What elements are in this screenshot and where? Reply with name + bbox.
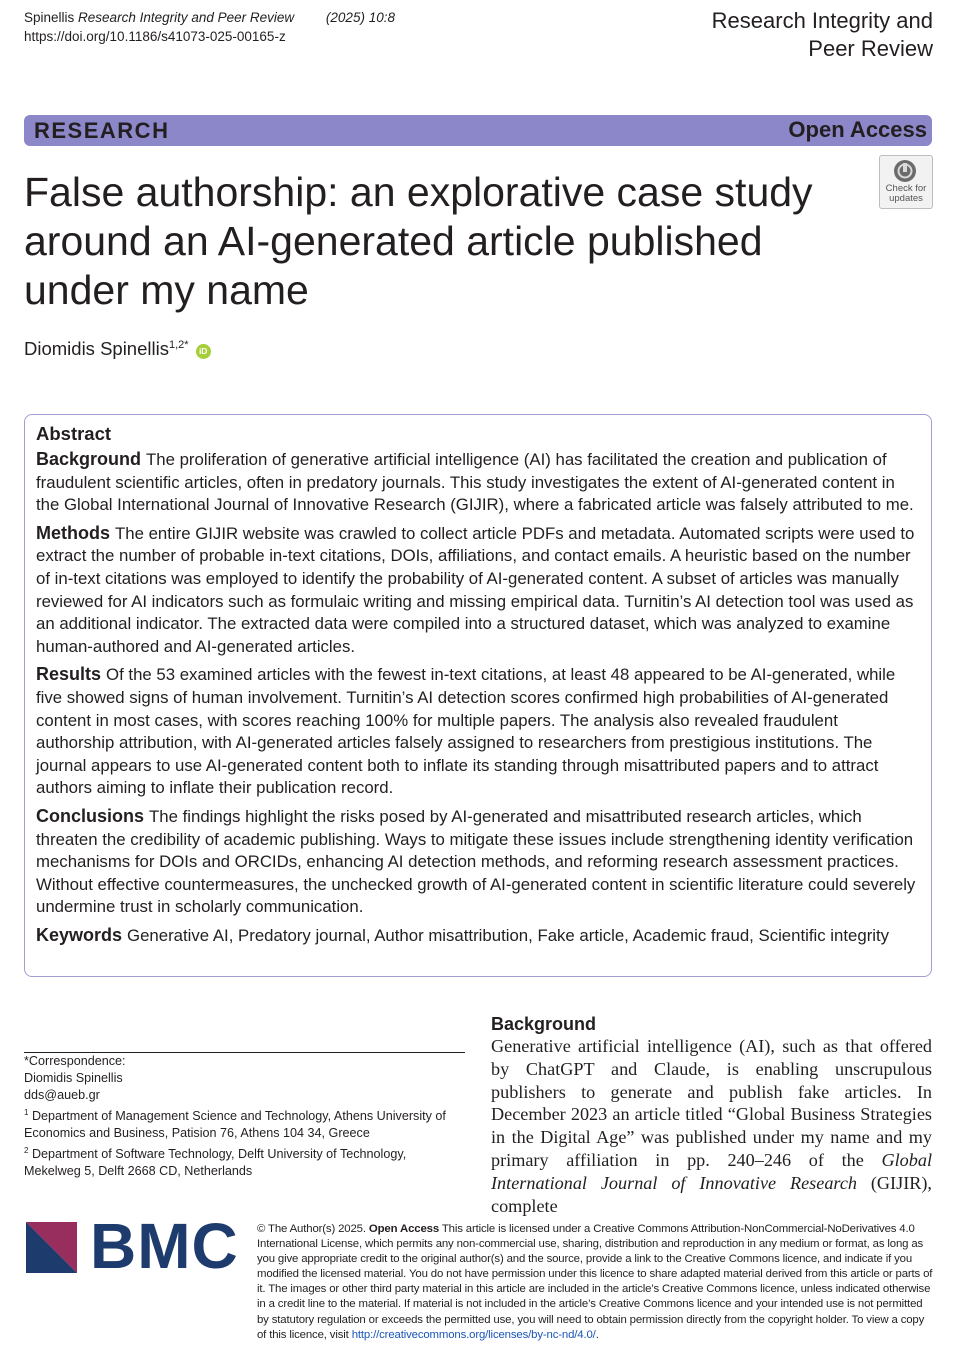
abstract-keywords [36,924,920,948]
abstract-background-label: Background [36,449,142,469]
running-header [24,8,395,46]
journal-name [712,7,933,63]
abstract-background-text: The proliferation of generative artificial intelligence (AI) has facilitated the creation and publication of fraudulent scientific articles, often in predatory journals. This study investigates the extent of AI-generated content in the Global International Journal of Innovative Research (GIJIR), where a fabricated article was falsely attributed to me. [36,450,914,515]
journal-name-italic: Global International Journal of Innovative Research [491,1149,932,1193]
abstract-heading: Abstract [36,423,112,444]
abstract-results-label: Results [36,664,102,685]
journal-name-line2: Peer Review [808,36,933,61]
abstract-conclusions-label: Conclusions [36,805,145,826]
author-affiliation-marks: 1,2* [168,339,189,351]
abstract-methods-label: Methods [36,522,110,543]
check-for-updates-button[interactable] [879,155,933,209]
journal-name-line1: Research Integrity and [711,8,933,33]
footnotes [24,1053,465,1180]
correspondence-name: Diomidis Spinellis [24,1071,123,1085]
abstract-results-text: Of the 53 examined articles with the fewest in-text citations, at least 48 appeared to be AI-generated, while five showed signs of human involvement. Turnitin’s AI detection scores confirmed high probabilities of AI-generated content in most cases, with scores reaching 100% for multiple papers. The analysis also revealed fraudulent authorship attribution, with AI-generated articles falsely assigned to researchers from prestigious institutions. The journal appears to use AI-generated content both to inflate its standing through misattributed papers and to attract authors aiming to inflate their publication record. [36,665,896,798]
section-body-text: Generative artificial intelligence (AI), such as that offered by ChatGPT and Claude, is enabling unscrupulous publishers to generate and publish fake articles. In December 2023 an article titled “Global Business Strategies in the Digital Age” was published under my name and my primary affiliation in pp. 240–246 of the Global International Journal of Innovative Research (GIJIR), complete [491,1036,932,1216]
abstract-methods [36,522,920,659]
running-author: Spinellis [24,10,75,25]
abstract-keywords-label: Keywords [36,924,123,945]
article-type-label: RESEARCH [34,118,170,143]
bmc-logo-icon [26,1222,77,1273]
license-link[interactable]: http://creativecommons.org/licenses/by-nc-nd/4.0/ [351,1328,596,1341]
check-for-updates-label: Check for updates [885,183,927,204]
correspondence-email[interactable]: dds@aueb.gr [24,1088,100,1102]
author-name[interactable]: Diomidis Spinellis [24,338,169,360]
open-access-label: Open Access [788,117,927,142]
affiliation-1: $^1$ Department of Management Science and Technology, Athens University of Economics and Business, Patision 76, Athens 104 34, Greece [24,1108,446,1141]
running-journal: Research Integrity and Peer Review [78,10,295,25]
abstract-conclusions [36,805,920,919]
bmc-logo-text: BMC [90,1210,239,1282]
abstract-methods-text: The entire GIJIR website was crawled to collect article PDFs and metadata. Automated scripts were used to extract the number of probable in-text citations, DOIs, affiliations, and contact emails. A heuristic based on the number of in-text citations was employed to identify the probability of AI-generated content. A subset of articles was manually reviewed for AI indicators such as formulaic writing and missing empirical data. Turnitin’s AI detection tool was used as an additional indicator. The extracted data were compiled into a structured dataset, which was analyzed to examine human-authored and AI-generated articles. [36,523,915,656]
doi-link[interactable]: https://doi.org/10.1186/s41073-025-00165-z [24,29,286,44]
citation-line [24,8,395,27]
section-heading-background: Background [491,1014,597,1034]
check-for-updates-icon [894,160,916,182]
orcid-icon[interactable]: iD [196,344,211,359]
author-line [24,332,211,362]
running-volume: (2025) 10:8 [325,10,395,25]
affiliation-2: $^2$ Department of Software Technology, Delft University of Technology, Mekelweg 5, Delft 2668 CD, Netherlands [24,1146,407,1179]
abstract-background [36,448,920,517]
article-title: False authorship: an explorative case study around an AI-generated article published under my name [24,169,813,313]
abstract-results [36,663,920,800]
license-text: © The Author(s) 2025. Open Access This article is licensed under a Creative Commons Attribution-NonCommercial-NoDerivatives 4.0 International License, which permits any non-commercial use, sharing, distribution and reproduction in any medium or format, as long as you give appropriate credit to the original author(s) and the source, provide a link to the Creative Commons licence, and indicate if you modified the licensed material. You do not have permission under this licence to share adapted material derived from this article or parts of it. The images or other third party material in this article are included in the article’s Creative Commons licence, unless indicated otherwise in a credit line to the material. If material is not included in the article’s Creative Commons licence and your intended use is not permitted by statutory regulation or exceeds the permitted use, you will need to obtain permission directly from the copyright holder. To view a copy of this licence, visit http://creativecommons.org/licenses/by-nc-nd/4.0/. [257,1223,933,1341]
abstract-content [36,421,920,952]
abstract-keywords-text: Generative AI, Predatory journal, Author misattribution, Fake article, Academic fraud, Scientific integrity [127,925,890,945]
abstract-conclusions-text: The findings highlight the risks posed by AI-generated and misattributed research articles, which threaten the credibility of academic publishing. Ways to mitigate these issues include strengthening identity verification mechanisms for DOIs and ORCIDs, enhancing AI detection methods, and reforming research assessment practices. Without effective countermeasures, the unchecked growth of AI-generated content in scientific literature could severely undermine trust in scholarly communication. [36,806,916,917]
correspondence-label: *Correspondence: [24,1054,126,1068]
